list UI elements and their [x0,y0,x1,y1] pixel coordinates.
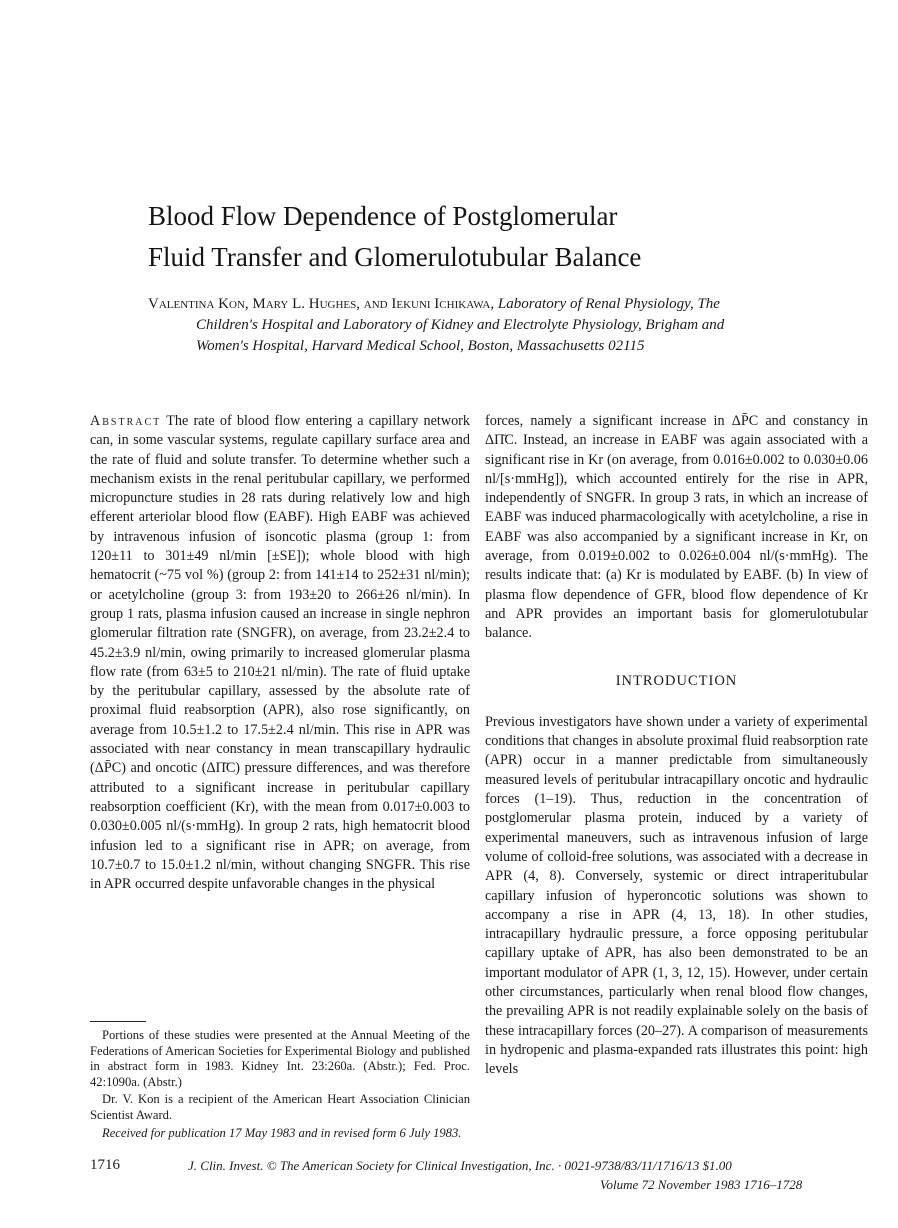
page-number: 1716 [90,1157,120,1173]
footnote-presentation: Portions of these studies were presented at the Annual Meeting of the Federations of American Societies for Experimental Biology and published in abstract form in 1983. Kidney Int. 23:260a. (Abstr.); Fed. Proc. 42:1090a. (Abstr.) [90,1028,470,1089]
author-block [148,294,748,357]
footnote-award: Dr. V. Kon is a recipient of the American Heart Association Clinician Scientist Award. [90,1092,470,1122]
article-title [148,196,848,278]
author-names: Valentina Kon, Mary L. Hughes, and Iekuni Ichikawa, [148,296,495,312]
abstract-text-right: forces, namely a significant increase in ΔP̄C and constancy in ΔΠ̄C. Instead, an increase in EABF was again associated with a significant rise in Kr (on average, from 0.016±0.002 to 0.030±0.06 nl/[s·mmHg]), which accounted entirely for the rise in APR, independently of SNGFR. In group 3 rats, in which an increase of EABF was induced pharmacologically with acetylcholine, a rise in EABF was also accompanied by a significant increase in Kr, on average, from 0.019±0.002 to 0.026±0.004 nl/(s·mmHg). The results indicate that: (a) Kr is modulated by EABF. (b) In view of plasma flow dependence of GFR, blood flow dependence of Kr and APR provides an important basis for glomerulotubular balance. [485,413,868,642]
abstract-text-left: The rate of blood flow entering a capillary network can, in some vascular systems, regulate capillary surface area and the rate of fluid and solute transfer. To determine whether such a mechanism exists in the renal peritubular capillary, we performed micropuncture studies in 28 rats during relatively low and high efferent arteriolar blood flow (EABF). High EABF was achieved by intravenous infusion of isoncotic plasma (group 1: from 120±11 to 301±49 nl/min [±SE]); whole blood with high hematocrit (~75 vol %) (group 2: from 141±14 to 252±31 nl/min); or acetylcholine (group 3: from 193±20 to 266±26 nl/min). In group 1 rats, plasma infusion caused an increase in single nephron glomerular filtration rate (SNGFR), on average, from 23.2±2.4 to 45.2±3.9 nl/min, owing primarily to increased glomerular plasma flow rate (from 63±5 to 210±21 nl/min). The rate of fluid uptake by the peritubular capillary, assessed by the absolute rate of proximal fluid reabsorption (APR), also rose significantly, on average from 10.5±1.2 to 17.5±2.4 nl/min. This rise in APR was associated with near constancy in mean transcapillary hydraulic (ΔP̄C) and oncotic (ΔΠ̄C) pressure differences, and was therefore attributed to a significant increase in peritubular capillary reabsorption coefficient (Kr), with the mean from 0.017±0.003 to 0.030±0.005 nl/(s·mmHg). In group 2 rats, high hematocrit blood infusion led to a significant rise in APR; on average, from 10.7±0.7 to 15.0±1.2 nl/min, without changing SNGFR. This rise in APR occurred despite unfavorable changes in the physical [90,413,471,893]
right-column [485,412,868,1080]
introduction-text: Previous investigators have shown under a variety of experimental conditions that changes in absolute proximal fluid reabsorption rate (APR) occur in a manner predictable from simultaneously measured levels of peritubular intracapillary oncotic and hydraulic forces (1–19). Thus, reduction in the concentration of postglomerular plasma protein, induced by a variety of experimental maneuvers, such as intravenous infusion of large volume of colloid-free solutions, was associated with a decrease in APR (4, 8). Conversely, systemic or direct intraperitubular capillary infusion of hyperoncotic solutions was shown to accompany a rise in APR (4, 13, 18). In other studies, intracapillary hydraulic pressure, a force opposing peritubular capillary uptake of APR, has also been demonstrated to be an important modulator of APR (1, 3, 12, 15). However, under certain other circumstances, particularly when renal blood flow changes, the prevailing APR is not readily explainable solely on the basis of these intracapillary forces (20–27). A comparison of measurements in hydropenic and plasma-expanded rats illustrates this point: high levels [485,713,868,1078]
volume-line: Volume 72 November 1983 1716–1728 [600,1177,803,1192]
title-line-2: Fluid Transfer and Glomerulotubular Balance [148,242,642,272]
left-column [90,412,470,894]
author-affiliation: Laboratory of Renal Physiology, The Children's Hospital and Laboratory of Kidney and Electrolyte Physiology, Brigham and Women's Hospital, Harvard Medical School, Boston, Massachusetts 02115 [196,296,725,354]
footnote-divider [90,1021,146,1022]
footnotes [90,1028,470,1143]
footnote-received: Received for publication 17 May 1983 and in revised form 6 July 1983. [102,1125,462,1140]
title-line-1: Blood Flow Dependence of Postglomerular [148,201,618,231]
abstract-label: Abstract [90,413,162,429]
abstract-paragraph [90,412,470,894]
journal-citation: J. Clin. Invest. © The American Society for Clinical Investigation, Inc. · 0021-9738/83/11/1716/13 $1.00 [188,1158,732,1173]
introduction-heading: INTRODUCTION [615,672,738,689]
